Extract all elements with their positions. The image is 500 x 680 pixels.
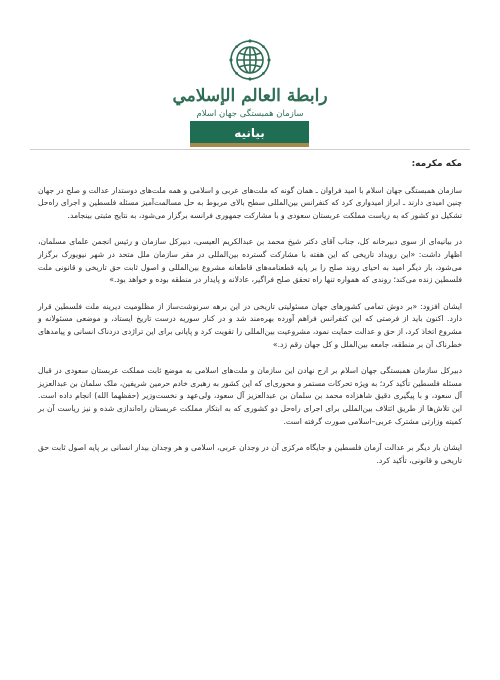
paragraph: ایشان بار دیگر بر عدالت آرمان فلسطین و جایگاه مرکزی آن در وجدان عربی، اسلامی و هر وجدان بیدار انسانی بر پایه اصول ثابت حق تاریخی و قانونی، تأکید کرد.: [38, 443, 462, 465]
paragraph: در بیانیه‌ای از سوی دبیرخانه کل، جناب آقای دکتر شیخ محمد بن عبدالکریم العیسی، دبیرکل سازمان و رئیس انجمن علمای مسلمان، اظهار داشت: «این رویداد تاریخی که این هفته با مشارکت گسترده بین‌المللی در مقر سازمان ملل متحد در شهر نیویورک برگزار می‌شود، بار دیگر امید به احیای روند صلح را بر پایه قطعنامه‌های قاطعانه مشروع بین‌المللی و اصول ثابت حق تاریخی و قانونی ملت فلسطین زنده می‌کند؛ روندی که همواره تنها راه تحقق صلح فراگیر، عادلانه و پایدار در منطقه بوده و خواهد بود.»: [38, 237, 462, 285]
paragraph: ایشان افزود: «بر دوش تمامی کشورهای جهان مسئولیتی تاریخی در این برهه سرنوشت‌ساز از مظلومیت دیرینه ملت فلسطین قرار دارد. اکنون باید از فرصتی که این کنفرانس فراهم آورده بهره‌مند شد و در کنار سوریه درست تاریخ ایستاد، و موضعی مسئولانه و مشروع اتخاذ کرد، از حق و عدالت حمایت نمود، مشروعیت بین‌المللی را تقویت کرد و پایانی برای این تراژدی دردناک انسانی و پیامدهای خطرناک آن بر منطقه، جامعه بین‌الملل و کل جهان رقم زد.»: [38, 301, 462, 349]
banner-label: بیانیه: [234, 125, 265, 140]
paragraph: دبیرکل سازمان همبستگی جهان اسلام بر ارج نهادن این سازمان و ملت‌های اسلامی به موضع ثابت مملکت عربستان سعودی در قبال مسئله فلسطین تأکید کرد؛ به ویژه تحرکات مستمر و محوری‌ای که این کشور به رهبری خادم حرمین شریفین، ملک سلمان بن عبدالعزیز آل سعود، و با پیگیری دقیق شاهزاده محمد بن سلمان بن عبدالعزیز آل سعود، ولی‌عهد و نخست‌وزیر (حفظهما الله) انجام داده است. این تلاش‌ها از طریق ائتلاف بین‌المللی برای اجرای راه‌حل دو کشوری که به ابتکار مملکت عربستان راه‌اندازی شده و نیز ریاست آن بر کمیته وزارتی مشترک عربی–اسلامی صورت گرفته است.: [38, 366, 462, 426]
logo-area: [0, 38, 500, 82]
salutation: مکه مکرمه:: [411, 159, 462, 169]
org-subtitle: سازمان همبستگی جهان اسلام: [196, 109, 304, 119]
paragraph: سازمان همبستگی جهان اسلام با امید فراوان ـ همان گونه که ملت‌های عربی و اسلامی و همه ملت‌های دوستدار عدالت و صلح در جهان چنین امیدی دارند ـ ابراز امیدواری کرد که کنفرانس بین‌المللی سطح بالای مربوط به حل مسالمت‌آمیز مسئله فلسطین و اجرای راه‌حل تشکیل دو کشور که به ریاست مملکت عربستان سعودی و با مشارکت جمهوری فرانسه برگزار می‌شود، به نتایج مثبتی بینجامد.: [38, 185, 462, 220]
statement-banner: [190, 121, 309, 144]
globe-emblem-icon: [228, 38, 272, 82]
banner-accent-bar: [190, 143, 309, 147]
org-name: رابطة العالم الإسلامي: [172, 86, 328, 106]
header-divider: [30, 149, 470, 150]
statement-body: [38, 158, 462, 479]
